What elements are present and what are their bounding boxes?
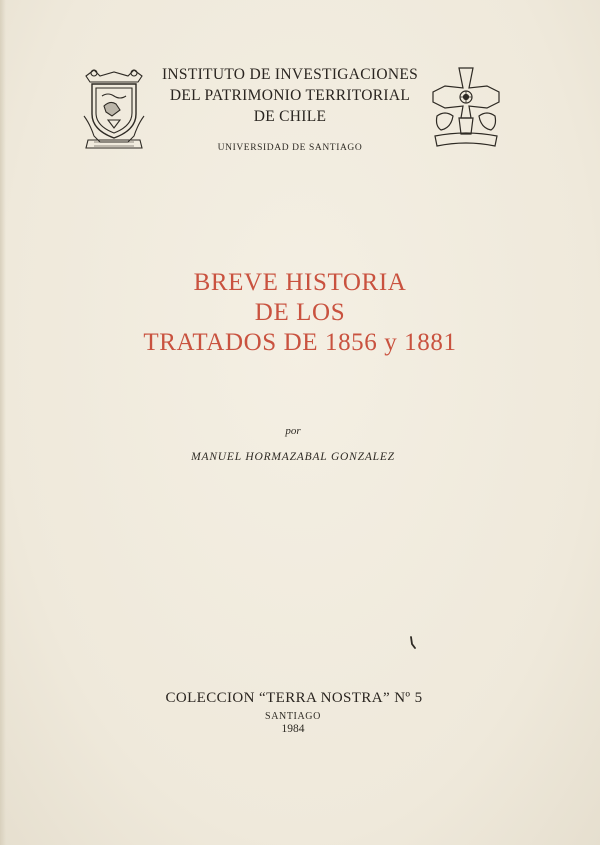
institute-name-line-1: INSTITUTO DE INVESTIGACIONES — [161, 66, 419, 83]
institute-name-line-3: DE CHILE — [253, 108, 327, 125]
university-coat-of-arms-icon — [80, 66, 148, 152]
byline-por: por — [285, 425, 301, 437]
ink-mark-icon — [408, 636, 416, 650]
title-line-1: BREVE HISTORIA — [193, 269, 407, 296]
university-name: UNIVERSIDAD DE SANTIAGO — [217, 143, 363, 153]
title-line-2: DE LOS — [254, 299, 346, 326]
author-name: MANUEL HORMAZABAL GONZALEZ — [191, 451, 395, 463]
year-label: 1984 — [281, 723, 305, 735]
cross-emblem-icon — [431, 66, 501, 154]
title-line-3: TRATADOS DE 1856 y 1881 — [143, 329, 457, 356]
institute-header — [150, 64, 430, 127]
collection-label: COLECCION “TERRA NOSTRA” Nº 5 — [165, 690, 423, 706]
institute-name-line-2: DEL PATRIMONIO TERRITORIAL — [169, 87, 411, 104]
city-label: SANTIAGO — [265, 711, 321, 722]
book-title — [80, 268, 520, 358]
